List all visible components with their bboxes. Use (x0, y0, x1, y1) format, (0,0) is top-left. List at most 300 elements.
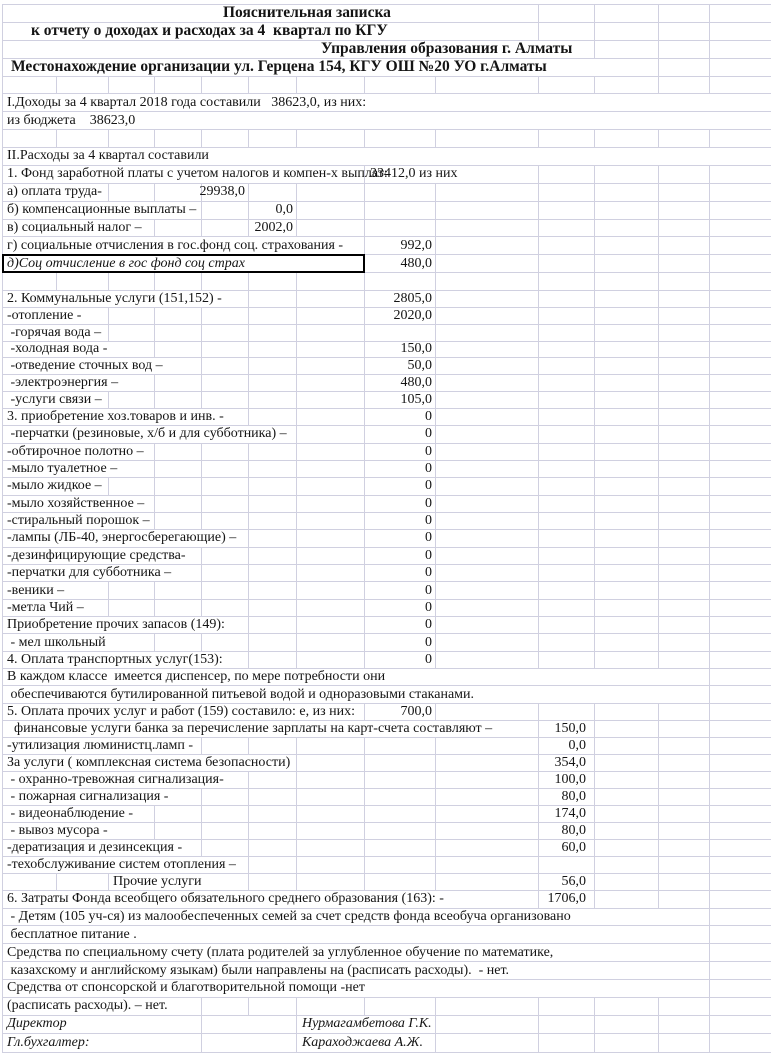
grid-cell (201, 461, 248, 477)
grid-cell (3, 874, 56, 890)
row-label: д)Соц отчисление в гос фонд соц страх (3, 255, 364, 272)
row-value: 150,0 (538, 721, 594, 737)
table-row (3, 840, 771, 857)
table-row (3, 255, 771, 273)
grid-cell (709, 944, 771, 961)
row-label: Директор (7, 1016, 67, 1032)
row-value: 80,0 (538, 823, 594, 839)
grid-cell (594, 891, 658, 908)
row-label: 5. Оплата прочих услуг и работ (159) составило: е, из них: (7, 703, 356, 719)
grid-cell (709, 77, 771, 94)
grid-cell (658, 342, 709, 358)
grid-cell (435, 358, 538, 374)
grid-cell (709, 891, 771, 908)
table-row (3, 565, 771, 582)
grid-cell (201, 840, 248, 856)
row-label: (расписать расходы). – нет. (7, 998, 168, 1014)
grid-cell (709, 789, 771, 805)
grid-cell (658, 59, 709, 76)
grid-cell (709, 840, 771, 856)
grid-cell (364, 806, 435, 822)
row-label: I.Доходы за 4 квартал 2018 года составили 38623,0, из них: (7, 94, 367, 110)
grid-cell (435, 617, 538, 633)
table-row (3, 669, 771, 686)
table-row (3, 823, 771, 840)
grid-cell (364, 823, 435, 839)
grid-cell (364, 738, 435, 754)
row-label: Средства от спонсорской и благотворительной помощи -нет (7, 980, 365, 996)
grid-cell (296, 772, 364, 788)
grid-cell (594, 255, 658, 272)
grid-cell (658, 130, 709, 147)
grid-cell (594, 721, 658, 737)
row-label: бесплатное питание . (7, 926, 137, 942)
row-label: -мыло хозяйственное – (7, 495, 145, 511)
grid-cell (538, 342, 594, 358)
grid-cell (435, 273, 538, 290)
row-value: 0 (364, 409, 435, 425)
row-label: 2. Коммунальные услуги (151,152) - (7, 290, 222, 306)
grid-cell (108, 308, 154, 324)
grid-cell (709, 772, 771, 788)
grid-cell (248, 273, 296, 290)
grid-cell (435, 652, 538, 668)
grid-cell (248, 308, 296, 324)
table-row (3, 77, 771, 95)
row-value: 0 (364, 426, 435, 442)
row-label: Пояснительная записка (223, 4, 391, 22)
grid-cell (709, 926, 771, 943)
grid-cell (658, 548, 709, 564)
row-value: 0 (364, 513, 435, 529)
grid-cell (154, 806, 201, 822)
grid-cell (435, 237, 538, 254)
grid-cell (658, 273, 709, 290)
grid-cell (658, 358, 709, 374)
grid-cell (435, 840, 538, 856)
grid-cell (594, 478, 658, 494)
table-row (3, 721, 771, 738)
row-label: -перчатки (резиновые, х/б и для субботника) – (7, 426, 287, 442)
grid-cell (538, 530, 594, 546)
table-row (3, 874, 771, 891)
grid-cell (201, 308, 248, 324)
grid-cell (108, 130, 154, 147)
grid-cell (658, 202, 709, 219)
grid-cell (296, 548, 364, 564)
grid-cell (248, 513, 296, 529)
grid-cell (709, 617, 771, 633)
grid-cell (658, 392, 709, 408)
grid-cell (538, 617, 594, 633)
row-label: -отопление - (7, 307, 82, 323)
table-row (3, 184, 771, 202)
grid-cell (594, 582, 658, 598)
row-value: 0 (364, 530, 435, 546)
row-label: - охранно-тревожная сигнализация- (7, 771, 224, 787)
row-label: - пожарная сигнализация - (7, 788, 169, 804)
grid-cell (296, 806, 364, 822)
grid-cell (435, 325, 538, 341)
row-label: За услуги ( комплексная система безопасности) (7, 754, 291, 770)
table-row (3, 308, 771, 325)
row-label: к отчету о доходах и расходах за 4 квартал по КГУ (31, 22, 388, 40)
grid-cell (201, 202, 248, 219)
grid-cell (108, 600, 154, 616)
row-label: -дезинфицирующие средства- (7, 547, 186, 563)
grid-cell (594, 444, 658, 460)
grid-cell (658, 840, 709, 856)
grid-cell (594, 772, 658, 788)
row-value: 0 (364, 652, 435, 668)
grid-cell (709, 738, 771, 754)
grid-cell (538, 255, 594, 272)
grid-cell (658, 652, 709, 668)
row-label: из бюджета 38623,0 (7, 112, 136, 128)
grid-cell (154, 634, 201, 650)
row-label: а) оплата труда- (7, 184, 102, 200)
grid-cell (709, 392, 771, 408)
grid-cell (201, 823, 248, 839)
row-value: 2002,0 (248, 220, 296, 237)
row-value: 0 (364, 565, 435, 581)
grid-cell (709, 582, 771, 598)
grid-cell (709, 686, 771, 702)
grid-cell (296, 130, 364, 147)
table-row (3, 652, 771, 669)
grid-cell (435, 342, 538, 358)
grid-cell (296, 823, 364, 839)
grid-cell (435, 220, 538, 237)
grid-cell (201, 1034, 296, 1052)
grid-cell (658, 325, 709, 341)
row-label: 6. Затраты Фонда всеобщего обязательного среднего образования (163): - (7, 891, 444, 907)
grid-cell (658, 998, 709, 1015)
grid-cell (709, 444, 771, 460)
grid-cell (201, 478, 248, 494)
grid-cell (709, 5, 771, 22)
table-row (3, 59, 771, 77)
grid-cell (538, 184, 594, 201)
grid-cell (296, 634, 364, 650)
grid-cell (248, 461, 296, 477)
row-label: Гл.бухгалтер: (7, 1034, 90, 1050)
grid-cell (594, 426, 658, 442)
grid-cell (594, 634, 658, 650)
row-label: - вывоз мусора - (7, 822, 108, 838)
grid-cell (154, 130, 201, 147)
grid-cell (56, 130, 108, 147)
grid-cell (435, 513, 538, 529)
row-label: -мыло туалетное – (7, 461, 118, 477)
grid-cell (435, 461, 538, 477)
row-value: 354,0 (538, 755, 594, 771)
grid-cell (709, 721, 771, 737)
grid-cell (594, 325, 658, 341)
grid-cell (594, 358, 658, 374)
grid-cell (364, 202, 435, 219)
grid-cell (435, 184, 538, 201)
table-row (3, 600, 771, 617)
table-row (3, 461, 771, 478)
grid-cell (435, 857, 538, 873)
grid-cell (538, 565, 594, 581)
row-value: 2805,0 (364, 291, 435, 307)
table-row (3, 998, 771, 1016)
grid-cell (594, 41, 658, 58)
grid-cell (709, 755, 771, 771)
grid-cell (201, 496, 248, 512)
table-row (3, 5, 771, 23)
grid-cell (296, 273, 364, 290)
table-row (3, 237, 771, 255)
grid-cell (709, 255, 771, 272)
grid-cell (248, 600, 296, 616)
grid-cell (594, 392, 658, 408)
table-row (3, 686, 771, 703)
grid-cell (538, 513, 594, 529)
grid-cell (435, 426, 538, 442)
row-label: -горячая вода – (7, 324, 102, 340)
table-row (3, 325, 771, 342)
grid-cell (658, 565, 709, 581)
grid-cell (709, 962, 771, 979)
grid-cell (658, 444, 709, 460)
grid-cell (538, 409, 594, 425)
grid-cell (248, 789, 296, 805)
grid-cell (248, 652, 296, 668)
grid-cell (296, 358, 364, 374)
grid-cell (709, 496, 771, 512)
table-row (3, 409, 771, 426)
grid-cell (154, 513, 201, 529)
grid-cell (594, 77, 658, 94)
table-row (3, 857, 771, 874)
grid-cell (658, 375, 709, 391)
grid-cell (658, 426, 709, 442)
explanatory-note-sheet (2, 4, 771, 1053)
grid-cell (658, 23, 709, 40)
grid-cell (538, 202, 594, 219)
grid-cell (658, 738, 709, 754)
grid-cell (594, 704, 658, 720)
row-label: -электроэнергия – (7, 375, 119, 391)
table-row (3, 548, 771, 565)
grid-cell (248, 823, 296, 839)
grid-cell (108, 582, 154, 598)
grid-cell (538, 600, 594, 616)
grid-cell (658, 600, 709, 616)
grid-cell (538, 166, 594, 183)
grid-cell (709, 478, 771, 494)
grid-cell (248, 342, 296, 358)
grid-cell (154, 582, 201, 598)
grid-cell (709, 184, 771, 201)
grid-cell (709, 823, 771, 839)
grid-cell (709, 565, 771, 581)
grid-cell (154, 478, 201, 494)
grid-cell (248, 77, 296, 94)
grid-cell (296, 496, 364, 512)
table-row (3, 342, 771, 359)
grid-cell (201, 358, 248, 374)
row-value: 0 (364, 461, 435, 477)
grid-cell (538, 582, 594, 598)
grid-cell (594, 806, 658, 822)
grid-cell (435, 496, 538, 512)
row-value: 100,0 (538, 772, 594, 788)
grid-cell (594, 565, 658, 581)
grid-cell (435, 308, 538, 324)
grid-cell (296, 565, 364, 581)
grid-cell (709, 325, 771, 341)
grid-cell (364, 857, 435, 873)
grid-cell (154, 342, 201, 358)
grid-cell (364, 874, 435, 890)
row-value: 1706,0 (538, 891, 594, 908)
grid-cell (435, 634, 538, 650)
grid-cell (296, 409, 364, 425)
grid-cell (594, 530, 658, 546)
grid-cell (538, 375, 594, 391)
row-label: обеспечиваются бутилированной питьевой водой и одноразовыми стаканами. (7, 686, 475, 702)
table-row (3, 980, 771, 998)
row-value: 480,0 (364, 255, 435, 272)
grid-cell (154, 273, 201, 290)
row-label: -мыло жидкое – (7, 478, 102, 494)
grid-cell (709, 41, 771, 58)
grid-cell (248, 530, 296, 546)
grid-cell (538, 273, 594, 290)
grid-cell (709, 461, 771, 477)
grid-cell (594, 1016, 658, 1034)
grid-cell (658, 409, 709, 425)
grid-cell (594, 202, 658, 219)
grid-cell (435, 998, 538, 1015)
grid-cell (154, 325, 201, 341)
grid-cell (435, 755, 538, 771)
grid-cell (364, 772, 435, 788)
table-row (3, 291, 771, 308)
grid-cell (709, 874, 771, 890)
row-value: 480,0 (364, 375, 435, 391)
grid-cell (364, 325, 435, 341)
grid-cell (201, 806, 248, 822)
grid-cell (201, 273, 248, 290)
grid-cell (364, 789, 435, 805)
grid-cell (709, 375, 771, 391)
grid-cell (538, 130, 594, 147)
row-value: 0,0 (538, 738, 594, 754)
row-label: -обтирочное полотно – (7, 443, 144, 459)
grid-cell (594, 738, 658, 754)
table-row (3, 772, 771, 789)
grid-cell (296, 342, 364, 358)
grid-cell (658, 255, 709, 272)
grid-cell (296, 874, 364, 890)
grid-cell (709, 202, 771, 219)
grid-cell (435, 565, 538, 581)
grid-cell (594, 342, 658, 358)
table-row (3, 789, 771, 806)
row-label: - видеонаблюдение - (7, 805, 134, 821)
grid-cell (709, 426, 771, 442)
grid-cell (709, 513, 771, 529)
row-value: 0 (364, 617, 435, 633)
grid-cell (709, 530, 771, 546)
grid-cell (658, 1034, 709, 1052)
grid-cell (435, 806, 538, 822)
table-row (3, 478, 771, 495)
grid-cell (154, 77, 201, 94)
grid-cell (56, 273, 108, 290)
grid-cell (364, 273, 435, 290)
grid-cell (709, 342, 771, 358)
grid-cell (658, 166, 709, 183)
grid-cell (435, 530, 538, 546)
grid-cell (658, 789, 709, 805)
row-label: -утилизация люминистц.ламп - (7, 737, 194, 753)
row-label: -перчатки для субботника – (7, 565, 172, 581)
row-label: Управления образования г. Алматы (321, 40, 573, 58)
row-label: -дератизация и дезинсекция - (7, 839, 183, 855)
row-value: 60,0 (538, 840, 594, 856)
grid-cell (248, 478, 296, 494)
grid-cell (594, 166, 658, 183)
grid-cell (538, 1034, 594, 1052)
grid-cell (538, 1016, 594, 1034)
grid-cell (248, 392, 296, 408)
row-value: 0,0 (248, 202, 296, 219)
grid-cell (709, 669, 771, 685)
grid-cell (201, 600, 248, 616)
row-label: 3. приобретение хоз.товаров и инв. - (7, 409, 224, 425)
grid-cell (658, 220, 709, 237)
row-label: б) компенсационные выплаты – (7, 202, 197, 218)
row-value: 0 (364, 548, 435, 564)
grid-cell (709, 806, 771, 822)
table-row (3, 444, 771, 461)
grid-cell (201, 130, 248, 147)
grid-cell (435, 772, 538, 788)
row-value: 0 (364, 634, 435, 650)
row-value: Нурмагамбетова Г.К. (296, 1016, 435, 1034)
grid-cell (538, 308, 594, 324)
grid-cell (538, 548, 594, 564)
table-row (3, 166, 771, 184)
row-value: 174,0 (538, 806, 594, 822)
grid-cell (248, 738, 296, 754)
grid-cell (538, 461, 594, 477)
grid-cell (709, 166, 771, 183)
table-row (3, 755, 771, 772)
grid-cell (658, 513, 709, 529)
grid-cell (435, 409, 538, 425)
table-row (3, 41, 771, 59)
grid-cell (56, 77, 108, 94)
grid-cell (594, 548, 658, 564)
grid-cell (108, 273, 154, 290)
grid-cell (248, 325, 296, 341)
grid-cell (709, 704, 771, 720)
grid-cell (538, 478, 594, 494)
grid-cell (248, 375, 296, 391)
grid-cell (658, 582, 709, 598)
grid-cell (248, 998, 296, 1015)
grid-cell (658, 41, 709, 58)
grid-cell (594, 1034, 658, 1052)
grid-cell (435, 130, 538, 147)
